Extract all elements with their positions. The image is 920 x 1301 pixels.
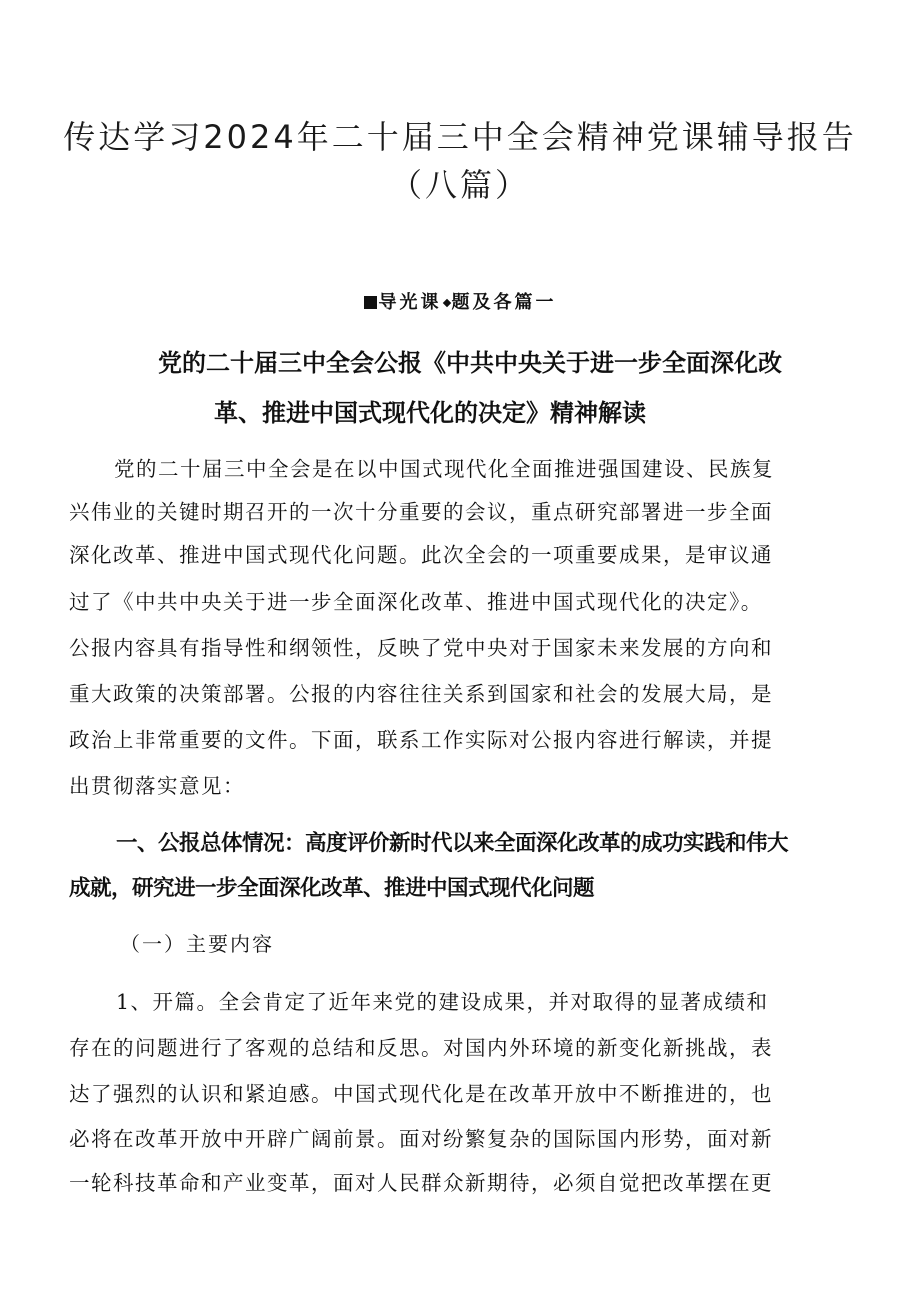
section-label <box>0 288 920 314</box>
diamond-bullet-icon <box>442 299 450 307</box>
section-label-suffix: 题及各篇一 <box>451 292 557 313</box>
article-title-line-1: 党的二十届三中全会公报《中共中央关于进一步全面深化改 <box>158 349 782 377</box>
section-heading-line-2: 成就，研究进一步全面深化改革、推进中国式现代化问题 <box>69 876 595 901</box>
paragraph-line: 达了强烈的认识和紧迫感。中国式现代化是在改革开放中不断推进的，也 <box>69 1082 773 1106</box>
section-heading-line-1: 一、公报总体情况：高度评价新时代以来全面深化改革的成功实践和伟大 <box>116 831 789 856</box>
document-title-line-1: 传达学习2024年二十届三中全会精神党课辅导报告 <box>63 118 857 156</box>
article-title-line-2: 革、推进中国式现代化的决定》精神解读 <box>214 399 646 427</box>
subsection-heading: （一）主要内容 <box>120 932 274 956</box>
paragraph-line: 兴伟业的关键时期召开的一次十分重要的会议，重点研究部署进一步全面 <box>69 500 773 524</box>
paragraph-line: 必将在改革开放中开辟广阔前景。面对纷繁复杂的国际国内形势，面对新 <box>69 1127 773 1151</box>
paragraph-line: 一轮科技革命和产业变革，面对人民群众新期待，必须自觉把改革摆在更 <box>69 1171 773 1195</box>
paragraph-line: 1、开篇。全会肯定了近年来党的建设成果，并对取得的显著成绩和 <box>116 990 769 1014</box>
square-bullet-icon <box>364 296 377 309</box>
section-label-prefix: 导光课 <box>378 292 442 313</box>
paragraph-line: 存在的问题进行了客观的总结和反思。对国内外环境的新变化新挑战，表 <box>69 1036 773 1060</box>
document-title-line-2: （八篇） <box>389 166 530 204</box>
paragraph-line: 公报内容具有指导性和纲领性，反映了党中央对于国家未来发展的方向和 <box>69 636 773 660</box>
paragraph-line: 深化改革、推进中国式现代化问题。此次全会的一项重要成果，是审议通 <box>69 543 773 567</box>
paragraph-line: 党的二十届三中全会是在以中国式现代化全面推进强国建设、民族复 <box>114 457 774 481</box>
paragraph-line: 过了《中共中央关于进一步全面深化改革、推进中国式现代化的决定》。 <box>69 590 763 614</box>
paragraph-line: 政治上非常重要的文件。下面，联系工作实际对公报内容进行解读，并提 <box>69 728 773 752</box>
paragraph-line: 出贯彻落实意见： <box>69 774 245 798</box>
paragraph-line: 重大政策的决策部署。公报的内容往往关系到国家和社会的发展大局，是 <box>69 682 773 706</box>
